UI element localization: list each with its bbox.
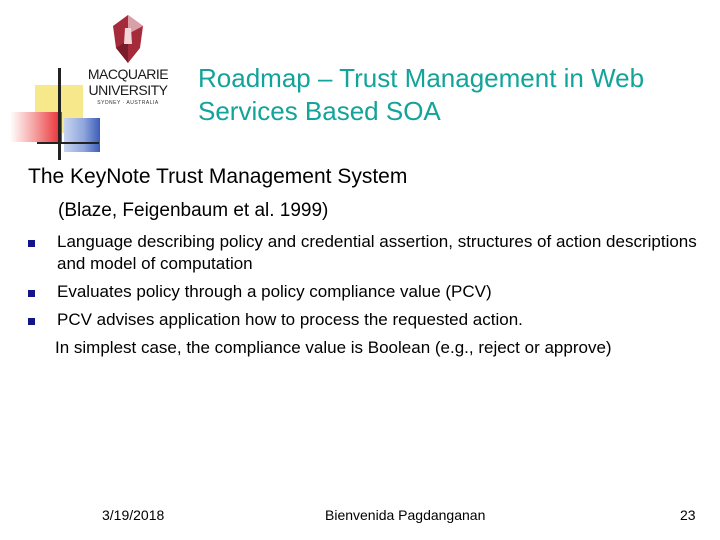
decor-vertical-line (58, 68, 61, 160)
compliance-paragraph: In simplest case, the compliance value is Boolean (e.g., reject or approve) (55, 338, 612, 357)
decor-blue-square (64, 118, 100, 152)
slide-title: Roadmap – Trust Management in Web Services Based SOA (198, 63, 645, 126)
bullet-square-icon (28, 240, 35, 247)
logo-text-location: SYDNEY · AUSTRALIA (97, 100, 159, 106)
section-citation: (Blaze, Feigenbaum et al. 1999) (58, 200, 329, 221)
list-item (28, 231, 708, 275)
list-item-text: Language describing policy and credential assertion, structures of action descriptions and model of computation (57, 232, 697, 273)
bullet-square-icon (28, 290, 35, 297)
university-logo (78, 14, 178, 110)
bullet-square-icon (28, 318, 35, 325)
footer-author: Bienvenida Pagdanganan (325, 507, 486, 523)
section-heading: The KeyNote Trust Management System (28, 165, 408, 188)
footer-date: 3/19/2018 (102, 507, 165, 523)
list-item-text: PCV advises application how to process the requested action. (57, 310, 523, 329)
bullet-list (28, 231, 708, 331)
logo-text-university: UNIVERSITY (88, 82, 168, 98)
decor-red-bar (10, 112, 62, 142)
list-item (28, 281, 708, 303)
logo-text-macquarie: MACQUARIE (87, 66, 169, 82)
lighthouse-shield-icon (112, 14, 144, 64)
slide-content (28, 163, 708, 359)
list-item-text: Evaluates policy through a policy compliance value (PCV) (57, 282, 492, 301)
decor-horizontal-line (37, 142, 99, 144)
page-number: 23 (680, 507, 696, 523)
list-item (28, 309, 708, 331)
